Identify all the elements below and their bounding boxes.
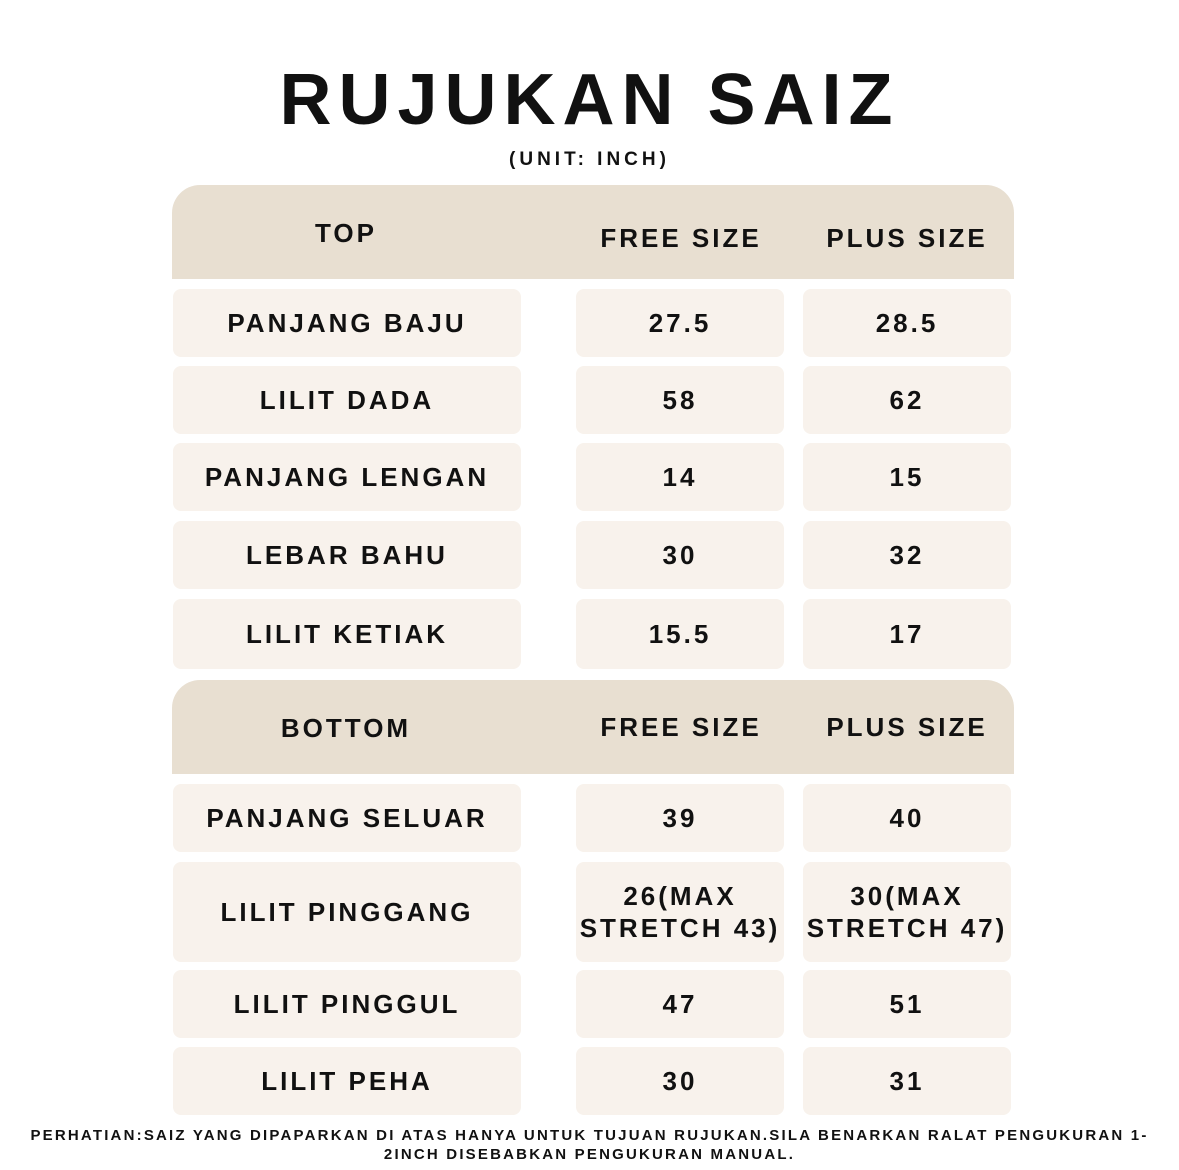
top-header-label: TOP: [315, 217, 377, 248]
bottom-row-1-label: LILIT PINGGANG: [173, 862, 521, 962]
top-header-plus-size: PLUS SIZE: [826, 222, 988, 253]
top-row-1-label: LILIT DADA: [173, 366, 521, 434]
bottom-row-0-label: PANJANG SELUAR: [173, 784, 521, 852]
bottom-row-2-label: LILIT PINGGUL: [173, 970, 521, 1038]
top-row-0-free: 27.5: [576, 289, 784, 357]
top-row-0-label: PANJANG BAJU: [173, 289, 521, 357]
bottom-header-plus-size: PLUS SIZE: [826, 711, 988, 742]
top-header-free-size: FREE SIZE: [600, 222, 762, 253]
top-row-3-free: 30: [576, 521, 784, 589]
top-row-2-plus: 15: [803, 443, 1011, 511]
top-row-0-plus: 28.5: [803, 289, 1011, 357]
top-row-2-label: PANJANG LENGAN: [173, 443, 521, 511]
disclaimer-note: PERHATIAN:SAIZ YANG DIPAPARKAN DI ATAS HANYA UNTUK TUJUAN RUJUKAN.SILA BENARKAN RALAT PENGUKURAN 1-2INCH DISEBABKAN PENGUKURAN MANUAL.: [30, 1127, 1149, 1163]
bottom-row-3-plus: 31: [803, 1047, 1011, 1115]
top-row-4-label: LILIT KETIAK: [173, 599, 521, 669]
bottom-row-0-free: 39: [576, 784, 784, 852]
top-row-2-free: 14: [576, 443, 784, 511]
bottom-row-1-free: 26(MAX STRETCH 43): [576, 862, 784, 962]
bottom-row-3-label: LILIT PEHA: [173, 1047, 521, 1115]
bottom-row-0-plus: 40: [803, 784, 1011, 852]
unit-subtitle: (UNIT: INCH): [509, 149, 670, 170]
top-row-3-label: LEBAR BAHU: [173, 521, 521, 589]
bottom-row-1-plus: 30(MAX STRETCH 47): [803, 862, 1011, 962]
top-row-1-free: 58: [576, 366, 784, 434]
top-row-4-plus: 17: [803, 599, 1011, 669]
bottom-header-label: BOTTOM: [280, 712, 412, 743]
top-row-1-plus: 62: [803, 366, 1011, 434]
bottom-row-2-plus: 51: [803, 970, 1011, 1038]
bottom-row-3-free: 30: [576, 1047, 784, 1115]
bottom-header-free-size: FREE SIZE: [600, 711, 762, 742]
top-row-4-free: 15.5: [576, 599, 784, 669]
top-row-3-plus: 32: [803, 521, 1011, 589]
page-title: RUJUKAN SAIZ: [279, 60, 900, 140]
bottom-row-2-free: 47: [576, 970, 784, 1038]
